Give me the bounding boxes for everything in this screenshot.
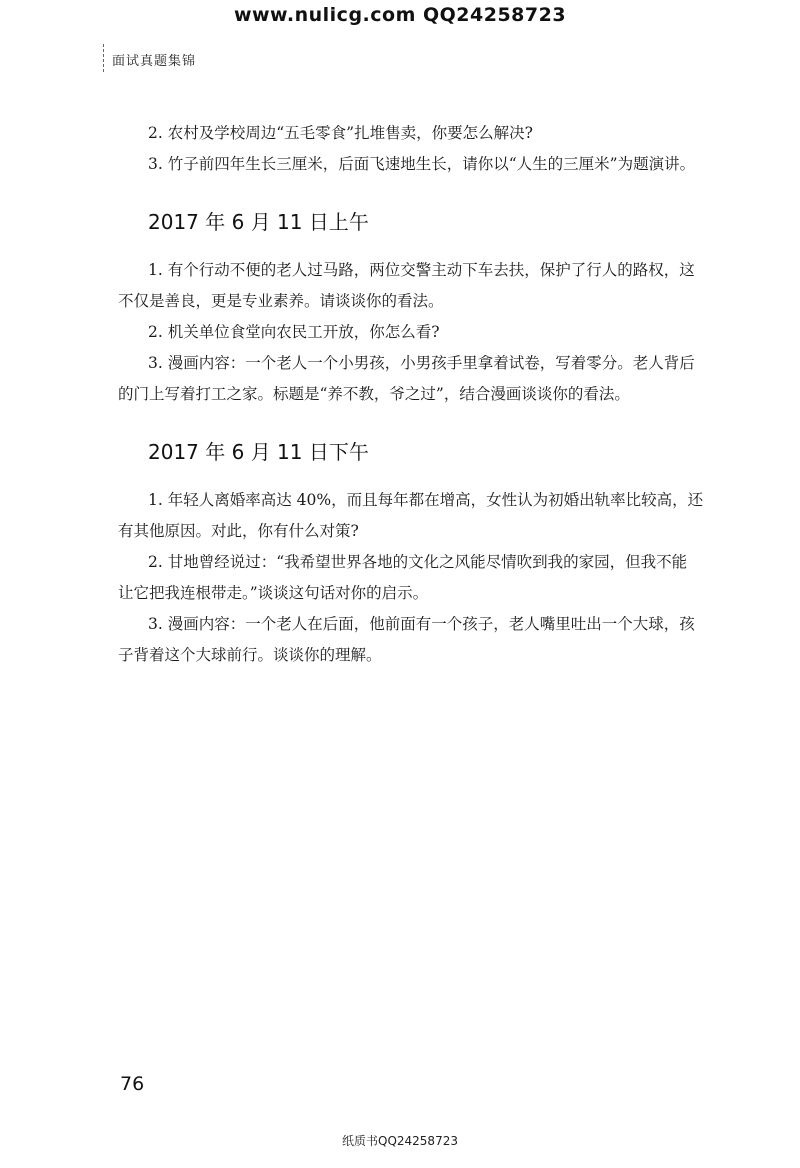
question-line: 1. 有个行动不便的老人过马路，两位交警主动下车去扶，保护了行人的路权，这: [148, 261, 695, 279]
question-continuation: 有其他原因。对此，你有什么对策?: [118, 522, 359, 540]
intro-question-2: 2. 农村及学校周边“五毛零食”扎堆售卖，你要怎么解决?: [148, 124, 533, 142]
question-line: 2. 机关单位食堂向农民工开放，你怎么看?: [148, 323, 440, 341]
running-header: 面试真题集锦: [112, 54, 197, 69]
question-line: 2. 甘地曾经说过：“我希望世界各地的文化之风能尽情吹到我的家园，但我不能: [148, 553, 688, 571]
page-content: [118, 118, 728, 697]
question-continuation: 子背着这个大球前行。谈谈你的理解。: [118, 646, 382, 664]
section-morning: [118, 206, 728, 410]
header-rule: [103, 44, 105, 72]
page-number: 76: [120, 1073, 145, 1095]
section-afternoon: [118, 436, 728, 671]
question-continuation: 不仅是善良，更是专业素养。请谈谈你的看法。: [118, 292, 444, 310]
intro-question-3: 3. 竹子前四年生长三厘米，后面飞速地生长，请你以“人生的三厘米”为题演讲。: [148, 155, 696, 173]
question-line: 1. 年轻人离婚率高达 40%，而且每年都在增高，女性认为初婚出轨率比较高，还: [148, 491, 704, 509]
watermark-bottom: 纸质书QQ24258723: [342, 1134, 458, 1148]
question-line: 3. 漫画内容：一个老人在后面，他前面有一个孩子，老人嘴里吐出一个大球，孩: [148, 615, 695, 633]
watermark-top: www.nulicg.com QQ24258723: [233, 4, 567, 26]
question-line: 3. 漫画内容：一个老人一个小男孩，小男孩手里拿着试卷，写着零分。老人背后: [148, 354, 695, 372]
section-title: 2017 年 6 月 11 日下午: [148, 440, 369, 464]
question-continuation: 让它把我连根带走。”谈谈这句话对你的启示。: [118, 584, 429, 602]
section-title: 2017 年 6 月 11 日上午: [148, 210, 369, 234]
question-continuation: 的门上写着打工之家。标题是“养不教，爷之过”，结合漫画谈谈你的看法。: [118, 385, 630, 403]
